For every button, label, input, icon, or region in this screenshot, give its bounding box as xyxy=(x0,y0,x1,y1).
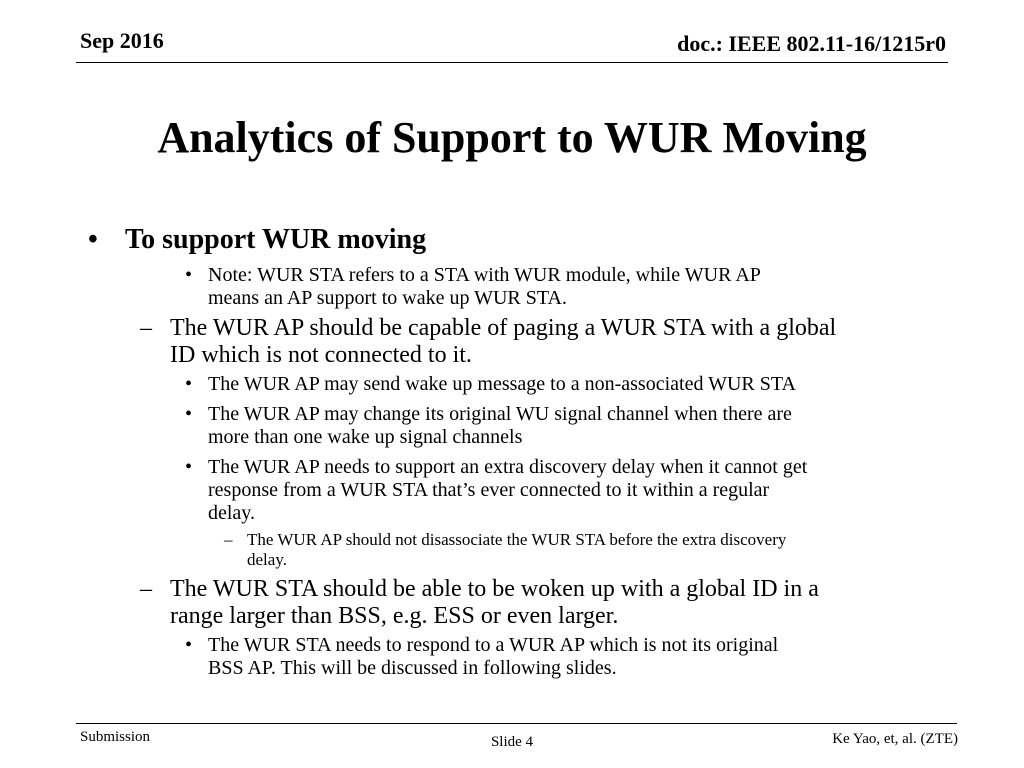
bullet-text: response from a WUR STA that’s ever connected to it within a regular xyxy=(208,479,770,501)
bullet-marker: • xyxy=(185,264,193,286)
bullet-text: The WUR AP should be capable of paging a WUR STA with a global xyxy=(170,315,837,341)
slide-title: Analytics of Support to WUR Moving xyxy=(157,113,867,162)
header-doc-id: doc.: IEEE 802.11-16/1215r0 xyxy=(677,31,946,56)
bullet-marker: • xyxy=(185,403,193,425)
bullet-text: delay. xyxy=(208,502,256,524)
bullet-marker: – xyxy=(140,315,152,341)
bullet-marker: • xyxy=(88,224,98,255)
bullet-text: The WUR AP needs to support an extra discovery delay when it cannot get xyxy=(208,456,808,478)
bullet-marker: – xyxy=(224,530,233,549)
bullet-text: Note: WUR STA refers to a STA with WUR module, while WUR AP xyxy=(208,264,761,286)
bullet-marker: • xyxy=(185,456,193,478)
bullet-text: BSS AP. This will be discussed in following slides. xyxy=(208,657,617,679)
footer-submission: Submission xyxy=(80,729,151,745)
bullet-text: The WUR AP may send wake up message to a non-associated WUR STA xyxy=(208,373,796,395)
bullet-text: The WUR STA needs to respond to a WUR AP which is not its original xyxy=(208,634,779,656)
bullet-text: The WUR STA should be able to be woken up with a global ID in a xyxy=(170,576,819,602)
header-date: Sep 2016 xyxy=(80,28,164,53)
footer-divider xyxy=(76,723,957,724)
bullet-text: The WUR AP may change its original WU signal channel when there are xyxy=(208,403,792,425)
bullet-text: delay. xyxy=(247,550,287,569)
bullet-marker: – xyxy=(140,576,152,602)
bullet-text: The WUR AP should not disassociate the WUR STA before the extra discovery xyxy=(247,530,787,549)
bullet-text: means an AP support to wake up WUR STA. xyxy=(208,287,567,309)
bullet-text: To support WUR moving xyxy=(125,224,427,255)
bullet-marker: • xyxy=(185,634,193,656)
bullet-marker: • xyxy=(185,373,193,395)
bullet-text: ID which is not connected to it. xyxy=(170,342,472,368)
footer-slide-number: Slide 4 xyxy=(490,734,534,750)
footer-author: Ke Yao, et, al. (ZTE) xyxy=(832,731,958,747)
bullet-text: range larger than BSS, e.g. ESS or even larger. xyxy=(170,603,619,629)
bullet-text: more than one wake up signal channels xyxy=(208,426,523,448)
